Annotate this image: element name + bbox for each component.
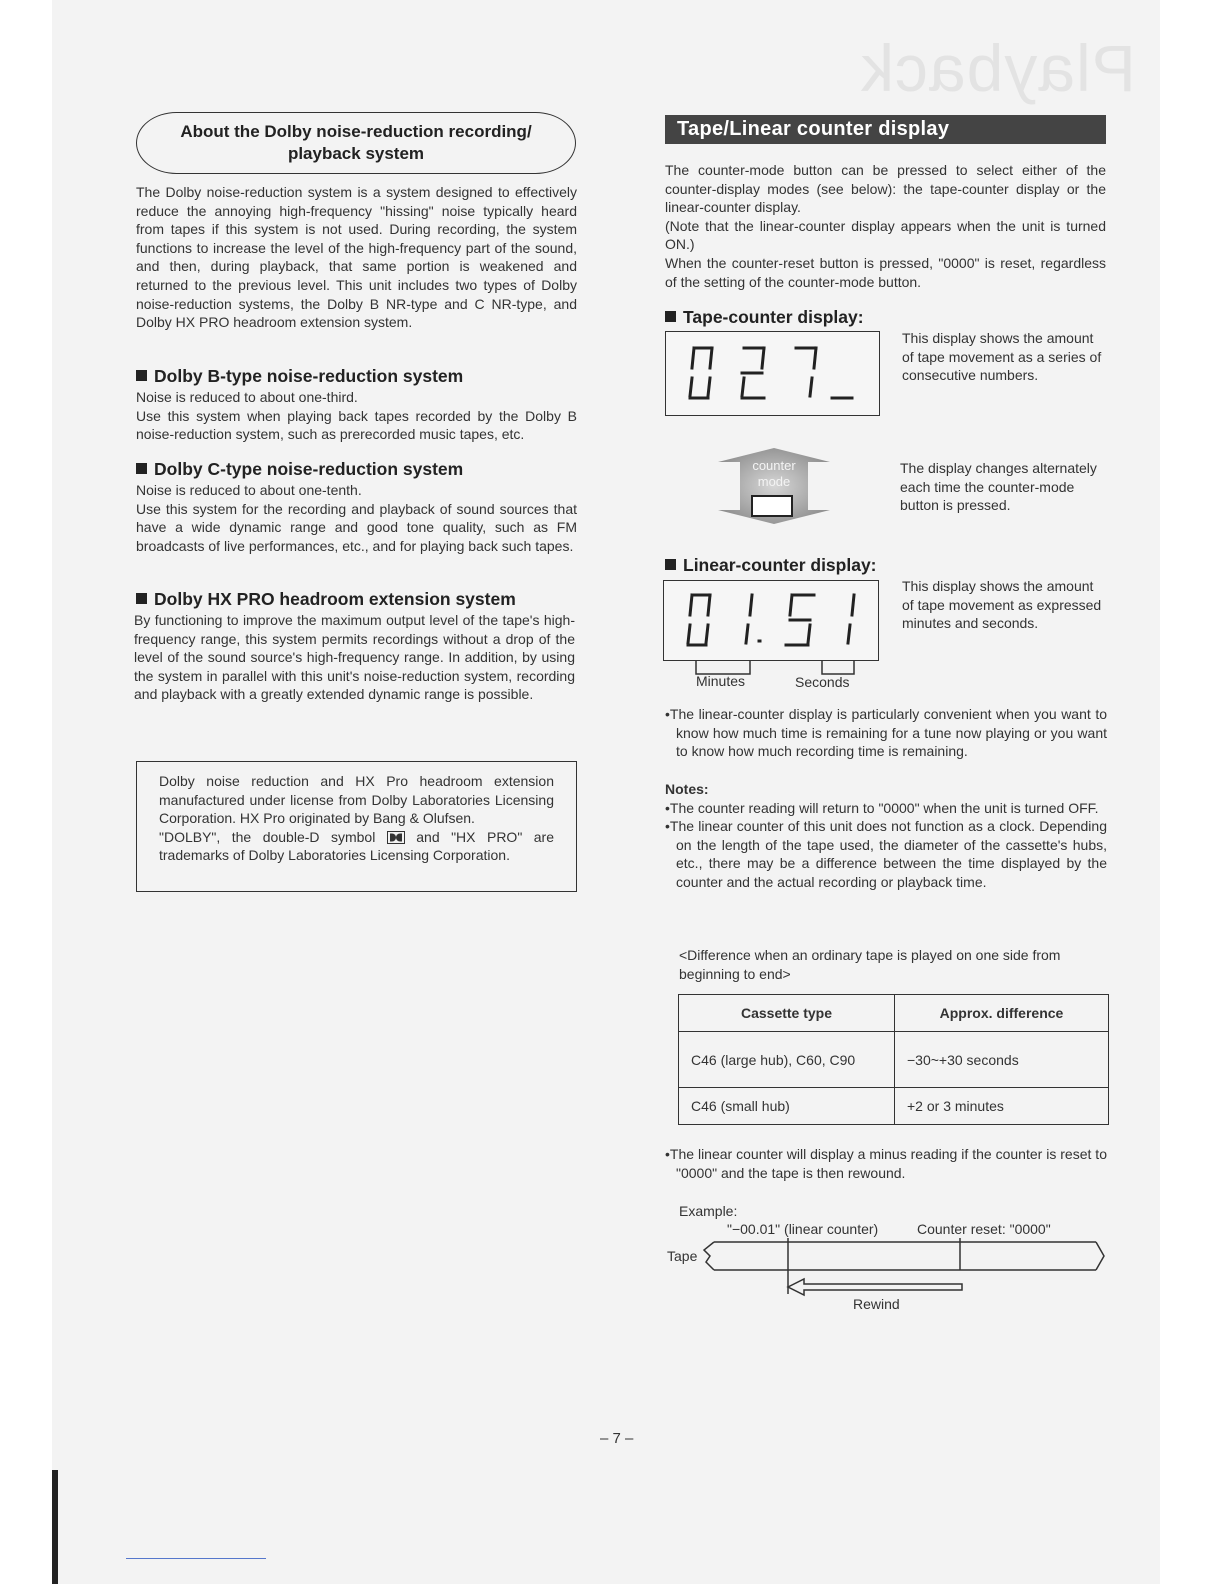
table-header-row	[679, 995, 1109, 1032]
license-box	[136, 761, 577, 892]
minutes-label: Minutes	[696, 673, 746, 689]
note-1: •The counter reading will return to "0000" when the unit is turned OFF.	[665, 799, 1099, 816]
table-cell: C46 (small hub)	[679, 1088, 895, 1125]
tape-label: Tape	[667, 1248, 698, 1264]
dolby-c-text	[136, 481, 577, 555]
table-cell: −30~+30 seconds	[895, 1032, 1109, 1088]
cassette-difference-table	[678, 994, 1109, 1125]
double-d-icon	[387, 831, 405, 844]
linear-counter-title: Linear-counter display:	[683, 555, 877, 575]
counter-intro-2: (Note that the linear-counter display appears when the unit is turned ON.)	[665, 217, 1106, 253]
example-reset-label: Counter reset: "0000"	[917, 1221, 1051, 1237]
license-text-2a: "DOLBY", the double-D symbol	[159, 828, 376, 845]
tape-counter-digits	[666, 332, 878, 414]
seconds-label: Seconds	[795, 674, 850, 690]
dolby-c-line-2: Use this system for the recording and playback of sound sources that have a wide dynamic range and good tone quality, such as FM broadcasts of live performances, etc., and for playing back such tapes.	[136, 500, 577, 554]
dolby-b-line-2: Use this system when playing back tapes recorded by the Dolby B noise-reduction system, such as prerecorded music tapes, etc.	[136, 407, 577, 443]
note-1-text: The counter reading will return to "0000" when the unit is turned OFF.	[669, 799, 1099, 816]
linear-counter-lcd	[663, 580, 879, 661]
note-2: •The linear counter of this unit does not function as a clock. Depending on the length of the tape used, the diameter of the cassette's hubs, etc., there may be a difference between the time displayed by the counter and the actual recording or playback time.	[665, 818, 1107, 890]
intro-paragraph: The Dolby noise-reduction system is a system designed to effectively reduce the annoying high-frequency "hissing" noise typically heard from tapes if this system is not used. During recording, the system functions to increase the level of the high-frequency part of the sound, and then, during playback, that same portion is weakened and returned to the previous level. This unit includes two types of Dolby noise-reduction systems, the Dolby B NR-type and C NR-type, and Dolby HX PRO headroom extension system.	[136, 184, 577, 331]
dolby-b-line-1: Noise is reduced to about one-third.	[136, 389, 358, 405]
tape-linear-heading: Tape/Linear counter display	[665, 115, 1106, 144]
dolby-c-title: Dolby C-type noise-reduction system	[154, 459, 464, 479]
minus-bullet	[665, 1145, 1107, 1182]
linear-counter-heading	[665, 555, 877, 576]
binding-edge	[52, 1470, 58, 1584]
counter-mode-caption: The display changes alternately each time the counter-mode button is pressed.	[900, 460, 1097, 514]
convenient-bullet-text: •The linear-counter display is particularly convenient when you want to know how much time is remaining for a tune now playing or you want to know how much recording time is remaining.	[665, 706, 1107, 760]
tape-rewind-diagram	[700, 1238, 1110, 1298]
page-number: – 7 –	[600, 1430, 634, 1447]
example-linear-label: "−00.01" (linear counter)	[727, 1221, 879, 1237]
counter-mode-illustration	[718, 446, 830, 526]
tape-counter-caption: This display shows the amount of tape movement as a series of consecutive numbers.	[902, 330, 1102, 384]
counter-mode-label	[718, 458, 830, 490]
dolby-intro-text	[136, 183, 577, 332]
counter-intro-3: When the counter-reset button is pressed, "0000" is reset, regardless of the setting of the counter-mode button.	[665, 254, 1106, 290]
dolby-section-heading	[136, 112, 576, 174]
example-label: Example:	[679, 1203, 738, 1219]
convenient-bullet	[665, 705, 1107, 761]
counter-label: counter	[752, 458, 796, 473]
dolby-hx-title: Dolby HX PRO headroom extension system	[154, 589, 516, 609]
bleed-through-title: Playback	[860, 31, 1136, 105]
dolby-c-line-1: Noise is reduced to about one-tenth.	[136, 482, 362, 498]
table-cell: +2 or 3 minutes	[895, 1088, 1109, 1125]
dolby-b-heading	[136, 366, 463, 387]
dolby-hx-heading	[136, 589, 516, 610]
header-approx-difference: Approx. difference	[895, 995, 1109, 1032]
difference-caption: <Difference when an ordinary tape is played on one side from beginning to end>	[679, 947, 1061, 982]
notes-section	[665, 780, 1107, 892]
notes-title: Notes:	[665, 781, 709, 797]
table-cell: C46 (large hub), C60, C90	[679, 1032, 895, 1088]
counter-intro-1: The counter-mode button can be pressed to select either of the counter-display modes (see below): the tape-counter display or the linear-counter display.	[665, 162, 1106, 216]
counter-intro-text	[665, 161, 1106, 291]
tape-counter-title: Tape-counter display:	[683, 307, 864, 327]
minus-text: The linear counter will display a minus reading if the counter is reset to "0000" and the tape is then rewound.	[669, 1146, 1107, 1181]
tape-counter-lcd	[665, 331, 880, 416]
scan-mark	[126, 1558, 266, 1559]
note-2-text: The linear counter of this unit does not function as a clock. Depending on the length of the tape used, the diameter of the cassette's hubs, etc., there may be a difference between the time displayed by the counter and the actual recording or playback time.	[669, 818, 1107, 890]
table-row	[679, 1032, 1109, 1088]
dolby-b-text	[136, 388, 577, 444]
linear-counter-digits	[664, 581, 877, 659]
convenient-text: The linear-counter display is particularly convenient when you want to know how much time is remaining for a tune now playing or you want to know how much recording time is remaining.	[669, 706, 1107, 760]
license-text-2b: and "HX PRO" are trademarks of Dolby Laboratories Licensing Corporation.	[159, 828, 554, 864]
dolby-c-heading	[136, 459, 463, 480]
dolby-hx-paragraph: By functioning to improve the maximum output level of the tape's high-frequency range, this system permits recordings without a drop of the level of the sound source's high-frequency range. In addition, by using the system in parallel with this unit's noise-reduction system, recording and playback with a greatly extended dynamic range is possible.	[134, 612, 575, 703]
license-text-1: Dolby noise reduction and HX Pro headroom extension manufactured under license from Dolby Laboratories Licensing Corporation. HX Pro originated by Bang & Olufsen.	[159, 773, 554, 827]
heading-line-1: About the Dolby noise-reduction recording/	[180, 122, 532, 141]
license-text-2	[159, 828, 554, 865]
dolby-b-title: Dolby B-type noise-reduction system	[154, 366, 464, 386]
heading-line-2: playback system	[287, 144, 425, 163]
linear-counter-caption: This display shows the amount of tape movement as expressed minutes and seconds.	[902, 578, 1102, 632]
table-row	[679, 1088, 1109, 1125]
mode-label: mode	[757, 474, 791, 489]
rewind-label: Rewind	[853, 1296, 900, 1312]
header-cassette-type: Cassette type	[679, 995, 895, 1032]
dolby-hx-text	[134, 611, 575, 704]
tape-counter-heading	[665, 307, 864, 328]
minus-bullet-text: •The linear counter will display a minus reading if the counter is reset to "0000" and the tape is then rewound.	[665, 1146, 1107, 1181]
